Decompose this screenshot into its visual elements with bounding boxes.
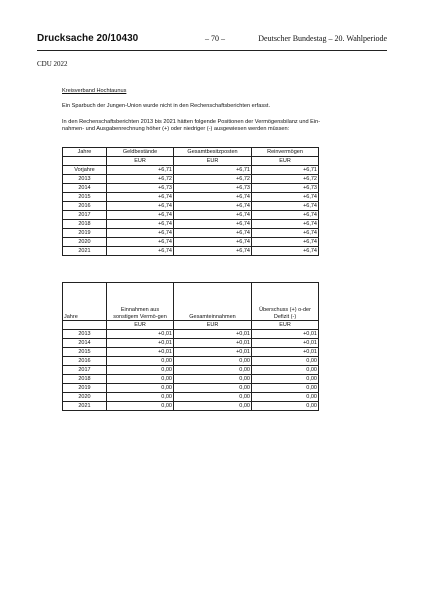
table-row <box>63 202 319 211</box>
value-cell: 0,00 <box>107 366 174 375</box>
value-cell: +0,01 <box>107 339 174 348</box>
value-cell: +0,01 <box>252 339 319 348</box>
paragraph-positions <box>62 119 364 133</box>
value-cell: +6,74 <box>252 220 319 229</box>
value-cell: +6,71 <box>107 166 174 175</box>
party-year-label: CDU 2022 <box>37 60 68 68</box>
page-number: – 70 – <box>205 34 225 43</box>
year-cell: 2014 <box>63 339 107 348</box>
value-cell: +6,71 <box>174 166 252 175</box>
unit-cell <box>63 157 107 166</box>
value-cell: +0,01 <box>107 348 174 357</box>
year-cell: 2016 <box>63 357 107 366</box>
value-cell: 0,00 <box>174 384 252 393</box>
table-row <box>63 357 319 366</box>
value-cell: +6,74 <box>107 229 174 238</box>
unit-cell: EUR <box>252 157 319 166</box>
table-row <box>63 238 319 247</box>
unit-cell: EUR <box>174 321 252 330</box>
value-cell: +6,74 <box>107 247 174 256</box>
year-cell: 2018 <box>63 375 107 384</box>
unit-cell: EUR <box>107 321 174 330</box>
table-row <box>63 247 319 256</box>
header-rule <box>37 50 387 51</box>
value-cell: 0,00 <box>174 357 252 366</box>
year-cell: 2013 <box>63 330 107 339</box>
value-cell: +6,74 <box>252 229 319 238</box>
column-header: Überschuss (+) o-der Defizit (-) <box>252 283 319 321</box>
value-cell: 0,00 <box>252 384 319 393</box>
value-cell: +6,74 <box>107 220 174 229</box>
value-cell: +6,74 <box>252 202 319 211</box>
year-cell: 2013 <box>63 175 107 184</box>
value-cell: +6,74 <box>174 211 252 220</box>
column-header: Gesamteinnahmen <box>174 283 252 321</box>
value-cell: +6,74 <box>174 238 252 247</box>
value-cell: 0,00 <box>174 375 252 384</box>
value-cell: +6,72 <box>252 175 319 184</box>
paragraph-line: nahmen- und Ausgabenrechnung höher (+) oder niedriger (-) ausgewiesen werden müssen: <box>62 126 290 132</box>
value-cell: +6,74 <box>107 193 174 202</box>
table-row <box>63 229 319 238</box>
value-cell: 0,00 <box>174 366 252 375</box>
value-cell: 0,00 <box>107 375 174 384</box>
table-row <box>63 384 319 393</box>
page-header <box>37 33 387 49</box>
value-cell: +6,74 <box>252 193 319 202</box>
unit-cell: EUR <box>252 321 319 330</box>
column-header: Gesamtbesitzposten <box>174 148 252 157</box>
value-cell: +6,73 <box>174 184 252 193</box>
table-row <box>63 366 319 375</box>
year-cell: 2015 <box>63 193 107 202</box>
value-cell: +6,74 <box>174 193 252 202</box>
value-cell: 0,00 <box>252 357 319 366</box>
value-cell: +6,74 <box>107 202 174 211</box>
column-header: Jahre <box>63 283 107 321</box>
column-header: Reinvermögen <box>252 148 319 157</box>
value-cell: 0,00 <box>252 366 319 375</box>
value-cell: +6,74 <box>252 247 319 256</box>
value-cell: +6,74 <box>174 202 252 211</box>
year-cell: 2015 <box>63 348 107 357</box>
year-cell: 2018 <box>63 220 107 229</box>
value-cell: +0,01 <box>174 330 252 339</box>
value-cell: 0,00 <box>107 384 174 393</box>
table-row <box>63 402 319 411</box>
table-row <box>63 375 319 384</box>
table-row <box>63 348 319 357</box>
value-cell: +0,01 <box>174 339 252 348</box>
year-cell: 2017 <box>63 211 107 220</box>
value-cell: +6,74 <box>174 247 252 256</box>
year-cell: 2017 <box>63 366 107 375</box>
parliament-label: Deutscher Bundestag – 20. Wahlperiode <box>258 34 387 43</box>
value-cell: 0,00 <box>174 402 252 411</box>
table-row <box>63 175 319 184</box>
table-row <box>63 211 319 220</box>
value-cell: +6,73 <box>107 184 174 193</box>
unit-cell: EUR <box>107 157 174 166</box>
column-header: Jahre <box>63 148 107 157</box>
table-row <box>63 193 319 202</box>
value-cell: +6,74 <box>174 220 252 229</box>
balance-table <box>62 147 319 256</box>
unit-cell <box>63 321 107 330</box>
value-cell: +0,01 <box>174 348 252 357</box>
document-number: Drucksache 20/10430 <box>37 33 139 44</box>
year-cell: 2019 <box>63 229 107 238</box>
year-cell: 2020 <box>63 393 107 402</box>
value-cell: 0,00 <box>252 375 319 384</box>
value-cell: +6,74 <box>252 211 319 220</box>
value-cell: +0,01 <box>252 330 319 339</box>
value-cell: 0,00 <box>107 393 174 402</box>
value-cell: 0,00 <box>252 402 319 411</box>
table-row <box>63 166 319 175</box>
paragraph-line: In den Rechenschaftsberichten 2013 bis 2021 hätten folgende Positionen der Vermögensbilanz und Ein- <box>62 119 321 125</box>
year-cell: 2021 <box>63 402 107 411</box>
year-cell: 2014 <box>63 184 107 193</box>
year-cell: 2021 <box>63 247 107 256</box>
value-cell: +6,74 <box>252 238 319 247</box>
value-cell: +6,74 <box>174 229 252 238</box>
value-cell: +6,74 <box>107 238 174 247</box>
paragraph-intro: Ein Sparbuch der Jungen-Union wurde nicht in den Rechenschaftsberichten erfasst. <box>62 103 271 109</box>
table-row <box>63 220 319 229</box>
year-cell: Vorjahre <box>63 166 107 175</box>
column-header: Geldbestände <box>107 148 174 157</box>
table-row <box>63 330 319 339</box>
section-title: Kreisverband Hochtaunus <box>62 88 127 94</box>
year-cell: 2020 <box>63 238 107 247</box>
value-cell: +6,74 <box>107 211 174 220</box>
year-cell: 2016 <box>63 202 107 211</box>
value-cell: +6,71 <box>252 166 319 175</box>
value-cell: 0,00 <box>107 357 174 366</box>
value-cell: +0,01 <box>252 348 319 357</box>
column-header: Einnahmen aus sonstigem Vermö-gen <box>107 283 174 321</box>
value-cell: +6,73 <box>252 184 319 193</box>
year-cell: 2019 <box>63 384 107 393</box>
value-cell: +6,72 <box>174 175 252 184</box>
value-cell: 0,00 <box>107 402 174 411</box>
value-cell: 0,00 <box>174 393 252 402</box>
table-row <box>63 393 319 402</box>
table-row <box>63 184 319 193</box>
unit-cell: EUR <box>174 157 252 166</box>
value-cell: +6,72 <box>107 175 174 184</box>
value-cell: +0,01 <box>107 330 174 339</box>
table-row <box>63 339 319 348</box>
income-table <box>62 282 319 411</box>
value-cell: 0,00 <box>252 393 319 402</box>
